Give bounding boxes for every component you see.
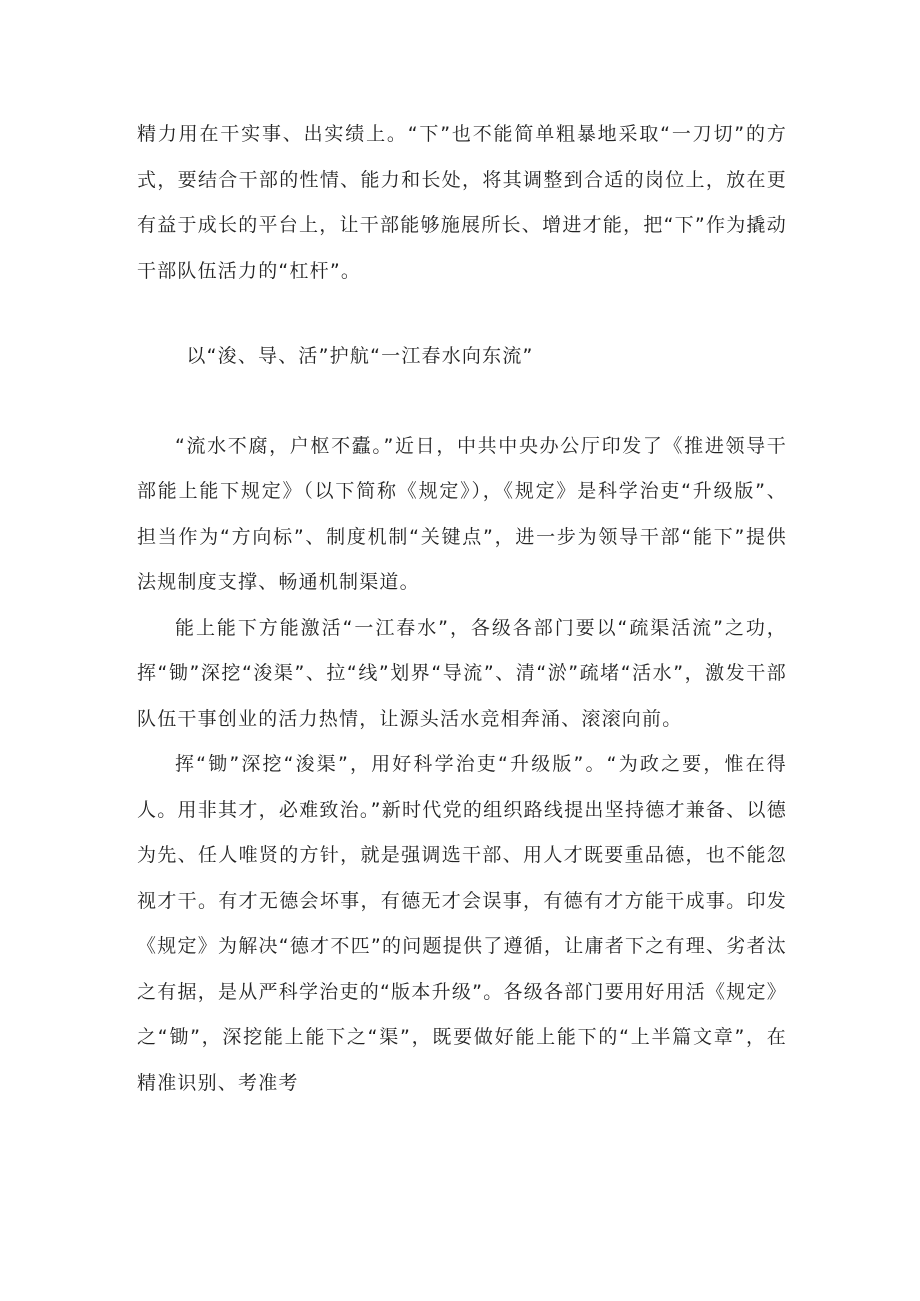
paragraph-point-one: 挥“锄”深挖“浚渠”，用好科学治吏“升级版”。“为政之要，惟在得人。用非其才，必难致治。”新时代党的组织路线提出坚持德才兼备、以德为先、任人唯贤的方针，就是强调选干部、用人才既要重品德，也不能忽视才干。有才无德会坏事，有德无才会误事，有德有才方能干成事。印发《规定》为解决“德才不匹”的问题提供了遵循，让庸者下之有理、劣者汰之有据，是从严科学治吏的“版本升级”。各级各部门要用好用活《规定》之“锄”，深挖能上能下之“渠”，既要做好能上能下的“上半篇文章”，在精准识别、考准考 xyxy=(137,753,787,1094)
section-heading: 以“浚、导、活”护航“一江春水向东流” xyxy=(186,345,534,367)
paragraph-intro: “流水不腐，户枢不蠹。”近日，中共中央办公厅印发了《推进领导干部能上能下规定》（以下简称《规定》），《规定》是科学治吏“升级版”、担当作为“方向标”、制度机制“关键点”，进一步为领导干部“能下”提供法规制度支撑、畅通机制渠道。 xyxy=(137,434,787,593)
paragraph-continuation: 精力用在干实事、出实绩上。“下”也不能简单粗暴地采取“一刀切”的方式，要结合干部的性情、能力和长处，将其调整到合适的岗位上，放在更有益于成长的平台上，让干部能够施展所长、增进才能，把“下”作为撬动干部队伍活力的“杠杆”。 xyxy=(137,123,787,282)
paragraph-overview: 能上能下方能激活“一江春水”，各级各部门要以“疏渠活流”之功，挥“锄”深挖“浚渠”、拉“线”划界“导流”、清“淤”疏堵“活水”，激发干部队伍干事创业的活力热情，让源头活水竞相奔涌、滚滚向前。 xyxy=(137,616,787,730)
document-body xyxy=(137,112,787,1106)
